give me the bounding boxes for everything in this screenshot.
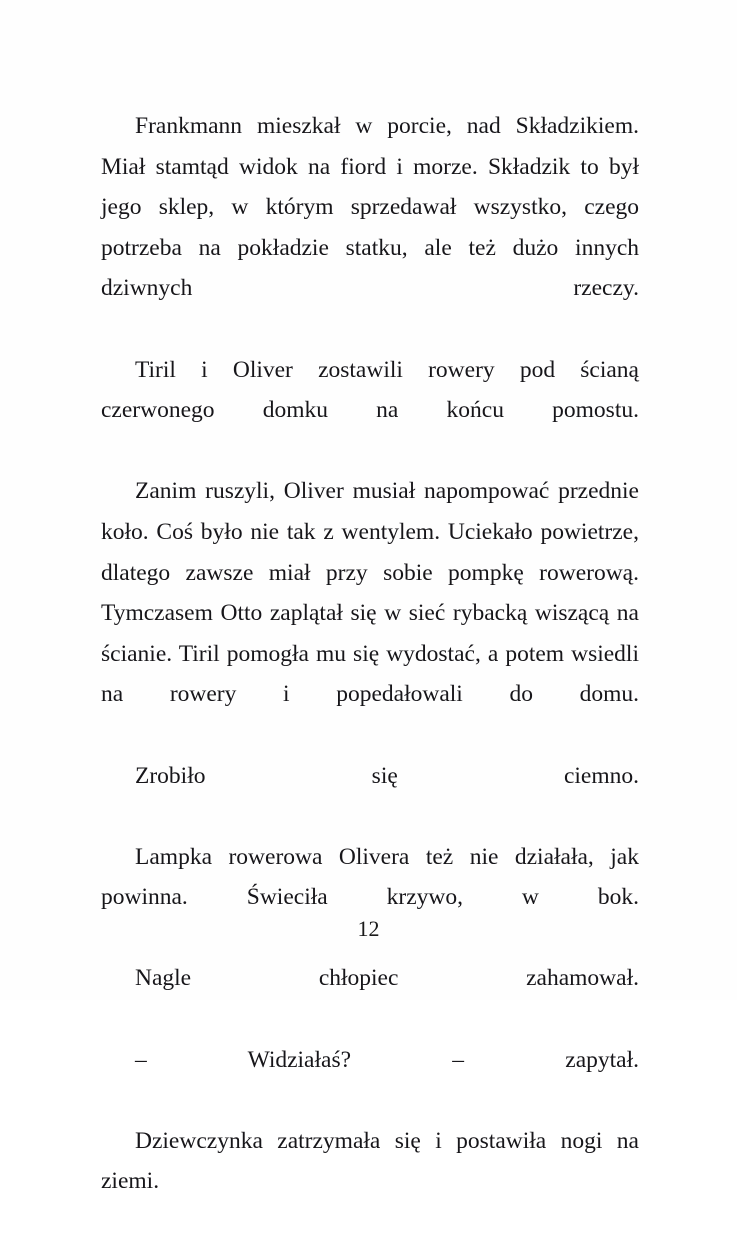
paragraph: Zanim ruszyli, Oliver musiał napompować przednie koło. Coś było nie tak z wentylem. Uciekało powietrze, dlatego zawsze miał przy sobie pompkę rowerową. Tymczasem Otto zaplątał się w sieć rybacką wiszącą na ścianie. Tiril pomogła mu się wydostać, a potem wsiedli na rowery i popedałowali do domu. (101, 478, 639, 708)
paragraph: Tiril i Oliver zostawili rowery pod ścianą czerwonego domku na końcu pomostu. (101, 356, 639, 424)
paragraph: Frankmann mieszkał w porcie, nad Składzikiem. Miał stamtąd widok na fiord i morze. Składzik to był jego sklep, w którym sprzedawał wszystko, czego potrzeba na pokładzie statku, ale też dużo innych dziwnych rzeczy. (101, 113, 639, 302)
page-number: 12 (357, 916, 380, 941)
body-text (101, 106, 639, 1243)
paragraph: Lampka rowerowa Olivera też nie działała, jak powinna. Świeciła krzywo, w bok. (101, 843, 639, 911)
paragraph: Zrobiło się ciemno. (135, 762, 639, 789)
paragraph: Dziewczynka zatrzymała się i postawiła nogi na ziemi. (101, 1127, 639, 1195)
paragraph: Nagle chłopiec zahamował. (135, 965, 639, 992)
paragraph: – Widziałaś? – zapytał. (135, 1046, 639, 1073)
